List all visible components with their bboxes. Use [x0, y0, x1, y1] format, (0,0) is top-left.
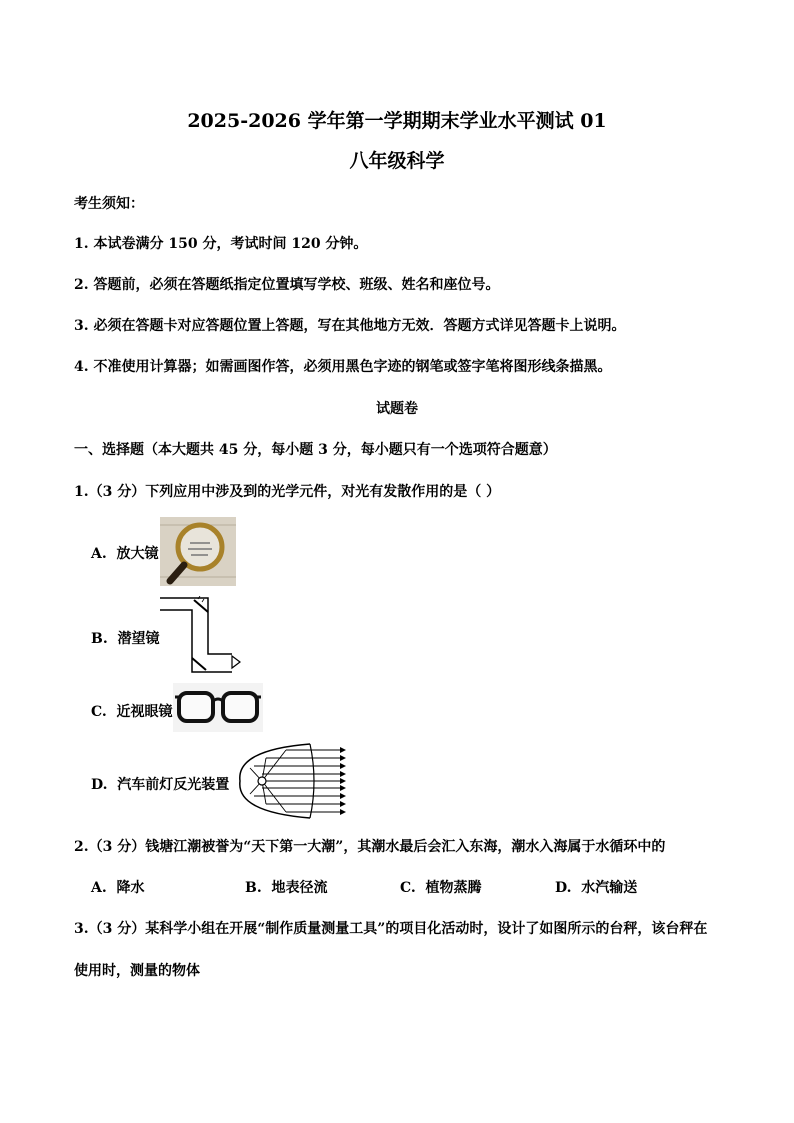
paper-label: 试题卷: [376, 401, 418, 417]
magnifier-icon: [160, 517, 236, 586]
option-text: 潜望镜: [117, 631, 160, 647]
option-letter: B.: [91, 631, 108, 647]
question-3-stem-line-2: 使用时，测量的物体: [74, 963, 200, 979]
notice-item-1: 1. 本试卷满分 150 分，考试时间 120 分钟。: [74, 236, 368, 252]
periscope-icon: [158, 596, 244, 676]
option-text: 降水: [116, 880, 145, 896]
glasses-icon: [173, 683, 263, 732]
option-letter: C.: [91, 704, 107, 720]
option-text: 植物蒸腾: [425, 880, 482, 896]
headlight-reflector-icon: [236, 740, 348, 822]
question-3-stem-line-1: 3.（3 分）某科学小组在开展“制作质量测量工具”的项目化活动时，设计了如图所示的台秤，该台秤在: [74, 921, 708, 937]
option-text: 放大镜: [116, 546, 159, 562]
section-heading: 一、选择题（本大题共 45 分，每小题 3 分，每小题只有一个选项符合题意）: [74, 442, 557, 458]
option-letter: D.: [91, 777, 108, 793]
q1-option-c: [91, 701, 173, 721]
notice-item-3: 3. 必须在答题卡对应答题位置上答题，写在其他地方无效．答题方式详见答题卡上说明。: [74, 318, 626, 334]
notice-heading: 考生须知：: [74, 196, 144, 212]
q2-option-c: [400, 877, 482, 897]
option-letter: A.: [91, 546, 107, 562]
q1-option-b: [91, 628, 159, 648]
option-letter: D.: [555, 880, 572, 896]
notice-item-4: 4. 不准使用计算器；如需画图作答，必须用黑色字迹的钢笔或签字笔将图形线条描黑。: [74, 359, 612, 375]
option-text: 汽车前灯反光装置: [117, 777, 230, 793]
option-text: 水汽输送: [581, 880, 638, 896]
question-2-stem: 2.（3 分）钱塘江潮被誉为“天下第一大潮”，其潮水最后会汇入东海，潮水入海属于水循环中的: [74, 839, 666, 855]
q2-option-a: [91, 877, 145, 897]
q2-option-b: [245, 877, 327, 897]
exam-title: 2025-2026 学年第一学期期末学业水平测试 01: [187, 110, 607, 132]
option-letter: B.: [245, 880, 262, 896]
q2-option-d: [555, 877, 637, 897]
q1-option-a: [91, 543, 159, 563]
q1-option-d: [91, 774, 229, 794]
option-letter: C.: [400, 880, 416, 896]
option-text: 地表径流: [271, 880, 328, 896]
option-text: 近视眼镜: [116, 704, 173, 720]
exam-subtitle: 八年级科学: [349, 150, 445, 172]
option-letter: A.: [91, 880, 107, 896]
notice-item-2: 2. 答题前，必须在答题纸指定位置填写学校、班级、姓名和座位号。: [74, 277, 500, 293]
question-1-stem: 1.（3 分）下列应用中涉及到的光学元件，对光有发散作用的是（ ）: [74, 484, 501, 500]
